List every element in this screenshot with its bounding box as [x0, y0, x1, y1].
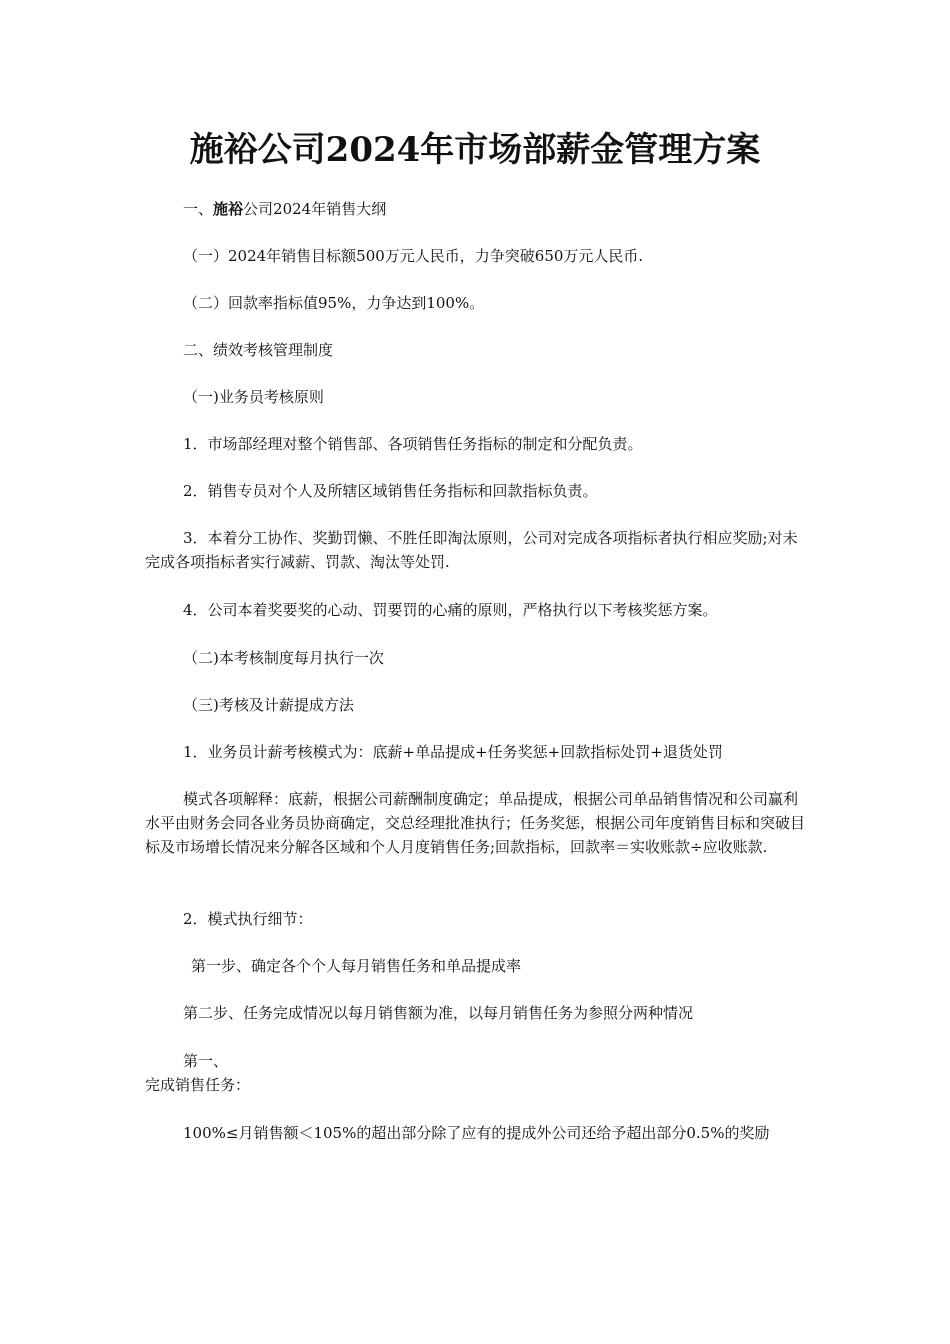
- paragraph-first-case-text: 完成销售任务：: [145, 1076, 251, 1094]
- paragraph-item-1: 1．市场部经理对整个销售部、各项销售任务指标的制定和分配负责。: [183, 435, 643, 453]
- subheading-monthly-execution: （二)本考核制度每月执行一次: [183, 649, 384, 667]
- section-heading-performance: 二、绩效考核管理制度: [183, 341, 334, 359]
- paragraph-step-one: 第一步、确定各个个人每月销售任务和单品提成率: [191, 957, 522, 975]
- paragraph-sales-target: （一）2024年销售目标额500万元人民币，力争突破650万元人民币.: [183, 247, 644, 265]
- paragraph-item-3: 3．本着分工协作、奖勤罚懒、不胜任即淘汰原则，公司对完成各项指标者执行相应奖励;对未完成各项指标者实行减薪、罚款、淘汰等处罚.: [145, 529, 798, 571]
- section-heading-text: 公司2024年销售大纲: [243, 200, 387, 218]
- paragraph-bonus-rule: 100%≤月销售额＜105%的超出部分除了应有的提成外公司还给予超出部分0.5%的奖励: [183, 1124, 770, 1142]
- section-number: 一、: [183, 200, 214, 218]
- paragraph-item-4: 4．公司本着奖要奖的心动、罚要罚的心痛的原则，严格执行以下考核奖惩方案。: [183, 601, 718, 619]
- paragraph-salary-model: 1．业务员计薪考核模式为：底薪+单品提成+任务奖惩+回款指标处罚+退货处罚: [183, 743, 723, 761]
- paragraph-collection-rate: （二）回款率指标值95%，力争达到100%。: [183, 294, 485, 312]
- section-heading-sales-outline: [145, 197, 810, 221]
- document-title: 施裕公司2024年市场部薪金管理方案: [189, 130, 761, 170]
- subheading-assessment-principles: （一)业务员考核原则: [183, 388, 324, 406]
- paragraph-first-case-label: 第一、: [183, 1052, 229, 1070]
- paragraph-model-details: 2．模式执行细节：: [183, 910, 313, 928]
- subheading-commission-method: （三)考核及计薪提成方法: [183, 696, 354, 714]
- paragraph-step-two: 第二步、任务完成情况以每月销售额为准，以每月销售任务为参照分两种情况: [183, 1004, 694, 1022]
- paragraph-item-2: 2．销售专员对个人及所辖区域销售任务指标和回款指标负责。: [183, 482, 598, 500]
- paragraph-model-explanation: 模式各项解释：底薪，根据公司薪酬制度确定；单品提成，根据公司单品销售情况和公司赢利水平由财务会同各业务员协商确定，交总经理批准执行；任务奖惩，根据公司年度销售目标和突破目标及市场增长情况来分解各区域和个人月度销售任务;回款指标，回款率＝实收账款÷应收账款.: [145, 790, 806, 856]
- company-name-bold: 施裕: [213, 200, 244, 218]
